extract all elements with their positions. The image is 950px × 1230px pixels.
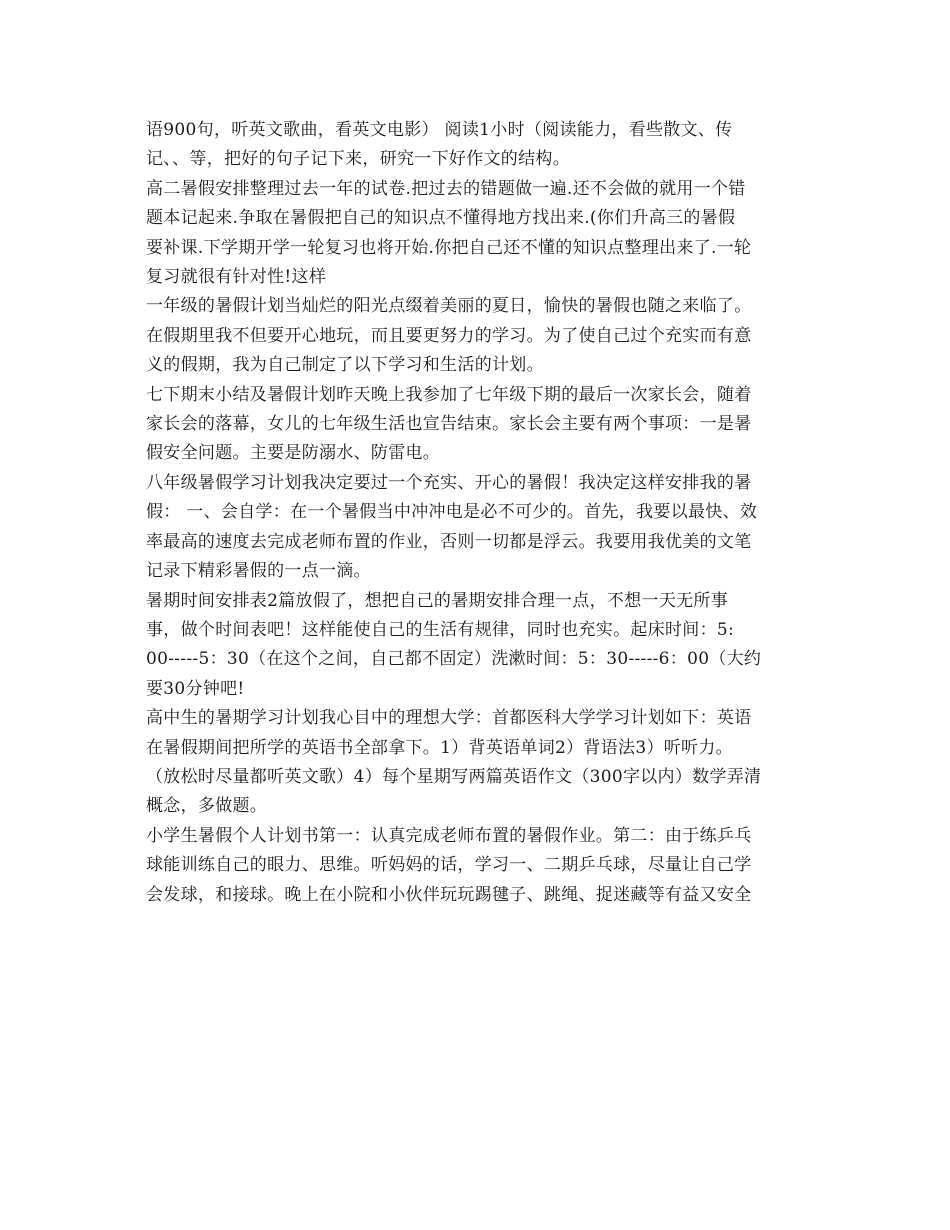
text-line: 高中生的暑期学习计划我心目中的理想大学：首都医科大学学习计划如下：英语 <box>146 708 752 729</box>
text-line: 复习就很有针对性!这样 <box>146 267 327 288</box>
paragraph-high-school-plan <box>146 704 806 822</box>
text-line: 家长会的落幕，女儿的七年级生活也宣告结束。家长会主要有两个事项：一是暑 <box>146 414 752 435</box>
paragraph-primary-school-plan <box>146 822 806 910</box>
text-line: 记录下精彩暑假的一点一滴。 <box>146 561 371 582</box>
paragraph-grade-eight-plan <box>146 469 806 587</box>
text-line: 记、、等，把好的句子记下来，研究一下好作文的结构。 <box>146 149 570 170</box>
paragraph-grade-seven-summary <box>146 381 806 469</box>
text-line: 00-----5：30（在这个之间，自己都不固定）洗漱时间：5：30-----6：00（大约 <box>146 649 762 670</box>
text-line: 暑期时间安排表2篇放假了，想把自己的暑期安排合理一点，不想一天无所事 <box>146 590 729 611</box>
text-line: 在暑假期间把所学的英语书全部拿下。1）背英语单词2）背语法3）听听力。 <box>146 737 733 758</box>
text-line: 假： 一、会自学：在一个暑假当中冲冲电是必不可少的。首先，我要以最快、效 <box>146 502 758 523</box>
text-line: 小学生暑假个人计划书第一：认真完成老师布置的暑假作业。第二：由于练乒乓 <box>146 825 752 846</box>
paragraph-grade-one-plan <box>146 292 806 380</box>
text-line: 要30分钟吧! <box>146 678 245 699</box>
text-line: 八年级暑假学习计划我决定要过一个充实、开心的暑假！我决定这样安排我的暑 <box>146 472 752 493</box>
text-line: 语900句，听英文歌曲，看英文电影） 阅读1小时（阅读能力，看些散文、传 <box>146 120 733 140</box>
text-line: 概念，多做题。 <box>146 796 268 817</box>
text-line: 在假期里我不但要开心地玩，而且要更努力的学习。为了使自己过个充实而有意 <box>146 325 752 346</box>
paragraph-grade-eleven-plan <box>146 175 806 293</box>
document-body <box>146 116 806 910</box>
text-line: 高二暑假安排整理过去一年的试卷.把过去的错题做一遍.还不会做的就用一个错 <box>146 178 746 199</box>
text-line: 球能训练自己的眼力、思维。听妈妈的话，学习一、二期乒乓球，尽量让自己学 <box>146 855 752 876</box>
text-line: 义的假期，我为自己制定了以下学习和生活的计划。 <box>146 355 544 376</box>
text-line: 一年级的暑假计划当灿烂的阳光点缀着美丽的夏日，愉快的暑假也随之来临了。 <box>146 296 752 317</box>
text-line: 事，做个时间表吧！这样能使自己的生活有规律，同时也充实。起床时间：5: <box>146 619 735 640</box>
paragraph-english-reading <box>146 116 806 175</box>
text-line: 七下期末小结及暑假计划昨天晚上我参加了七年级下期的最后一次家长会，随着 <box>146 384 752 405</box>
text-line: 假安全问题。主要是防溺水、防雷电。 <box>146 443 441 464</box>
paragraph-summer-schedule <box>146 587 806 705</box>
text-line: 会发球，和接球。晚上在小院和小伙伴玩玩踢毽子、跳绳、捉迷藏等有益又安全 <box>146 884 752 905</box>
text-line: 要补课.下学期开学一轮复习也将开始.你把自己还不懂的知识点整理出来了.一轮 <box>146 237 752 258</box>
text-line: （放松时尽量都听英文歌）4）每个星期写两篇英语作文（300字以内）数学弄清 <box>146 766 762 787</box>
text-line: 题本记起来.争取在暑假把自己的知识点不懂得地方找出来.(你们升高三的暑假 <box>146 208 736 229</box>
text-line: 率最高的速度去完成老师布置的作业，否则一切都是浮云。我要用我优美的文笔 <box>146 531 752 552</box>
